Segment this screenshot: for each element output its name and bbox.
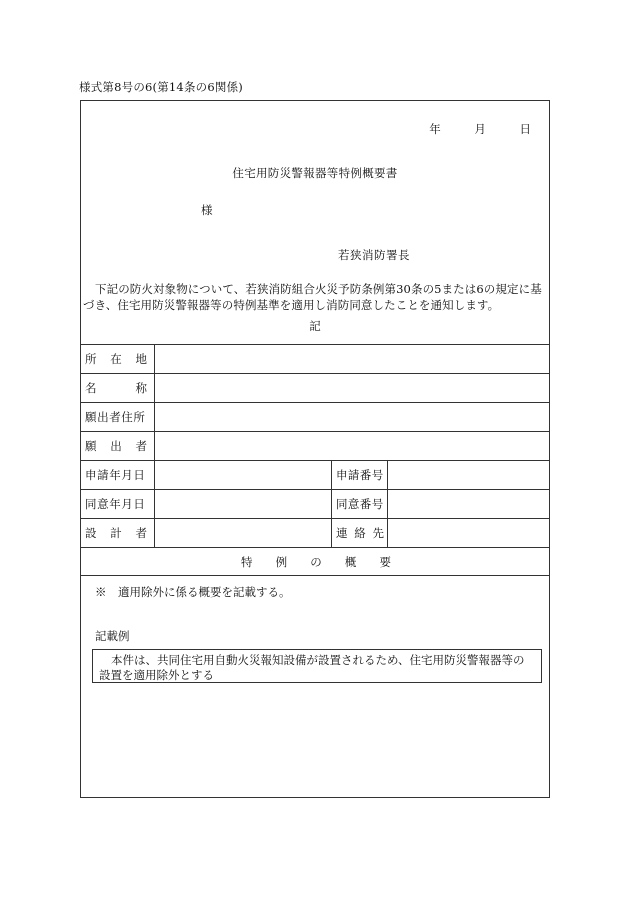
consent-number-field[interactable] — [388, 490, 549, 518]
consent-number-label: 同意番号 — [331, 490, 388, 518]
date-line — [429, 121, 531, 137]
overview-char-1: 特 — [241, 555, 253, 569]
overview-char-3: の — [310, 555, 322, 569]
applicant-char-1: 願 — [85, 439, 97, 453]
overview-note: ※ 適用除外に係る概要を記載する。 — [95, 585, 291, 599]
year-label: 年 — [429, 122, 441, 136]
designer-label — [81, 519, 155, 547]
row-designer — [81, 518, 549, 547]
contact-char-3: 先 — [372, 526, 384, 540]
contact-char-2: 絡 — [354, 526, 366, 540]
location-char-2: 在 — [110, 352, 122, 366]
overview-char-4: 概 — [344, 555, 357, 569]
designer-char-3: 者 — [135, 526, 147, 540]
designer-char-1: 設 — [85, 526, 97, 540]
designer-field[interactable] — [155, 519, 331, 547]
row-applicant-address — [81, 402, 549, 431]
applicant-field[interactable] — [155, 432, 549, 460]
day-label: 日 — [519, 122, 531, 136]
applicant-address-field[interactable] — [155, 403, 549, 431]
location-label — [81, 345, 155, 373]
application-number-field[interactable] — [388, 461, 549, 489]
application-number-label: 申請番号 — [331, 461, 388, 489]
consent-date-field[interactable] — [155, 490, 331, 518]
example-box — [92, 649, 542, 683]
example-text: 本件は、共同住宅用自動火災報知設備が設置されるため、住宅用防災警報器等の設置を適用除外とする — [99, 653, 525, 682]
ki-label: 記 — [309, 319, 321, 333]
form-number: 様式第8号の6(第14条の6関係) — [79, 80, 243, 94]
row-applicant — [81, 431, 549, 460]
name-label — [81, 374, 155, 402]
consent-date-label: 同意年月日 — [81, 490, 155, 518]
location-char-3: 地 — [135, 352, 147, 366]
issuer: 若狭消防署長 — [338, 248, 410, 262]
overview-char-2: 例 — [275, 555, 288, 569]
name-char-1: 名 — [85, 381, 97, 395]
designer-char-2: 計 — [110, 526, 122, 540]
document-title: 住宅用防災警報器等特例概要書 — [232, 166, 398, 180]
location-field[interactable] — [155, 345, 549, 373]
row-location — [81, 344, 549, 373]
application-date-field[interactable] — [155, 461, 331, 489]
application-date-label: 申請年月日 — [81, 461, 155, 489]
contact-label — [331, 519, 388, 547]
example-label: 記載例 — [95, 629, 130, 643]
row-application — [81, 460, 549, 489]
overview-char-5: 要 — [379, 555, 391, 569]
addressee-suffix: 様 — [201, 203, 213, 217]
name-field[interactable] — [155, 374, 549, 402]
location-char-1: 所 — [85, 352, 97, 366]
applicant-char-2: 出 — [110, 439, 122, 453]
applicant-address-label: 願出者住所 — [81, 403, 155, 431]
body-text: 下記の防火対象物について、若狭消防組合火災予防条例第30条の5または6の規定に基づき、住宅用防災警報器等の特例基準を適用し消防同意したことを通知します。 — [83, 282, 542, 312]
contact-field[interactable] — [388, 519, 549, 547]
form-frame — [80, 100, 550, 798]
row-consent — [81, 489, 549, 518]
overview-header — [81, 547, 549, 576]
row-name — [81, 373, 549, 402]
month-label: 月 — [474, 122, 486, 136]
name-char-2: 称 — [135, 381, 147, 395]
contact-char-1: 連 — [336, 526, 348, 540]
applicant-char-3: 者 — [135, 439, 147, 453]
applicant-label — [81, 432, 155, 460]
